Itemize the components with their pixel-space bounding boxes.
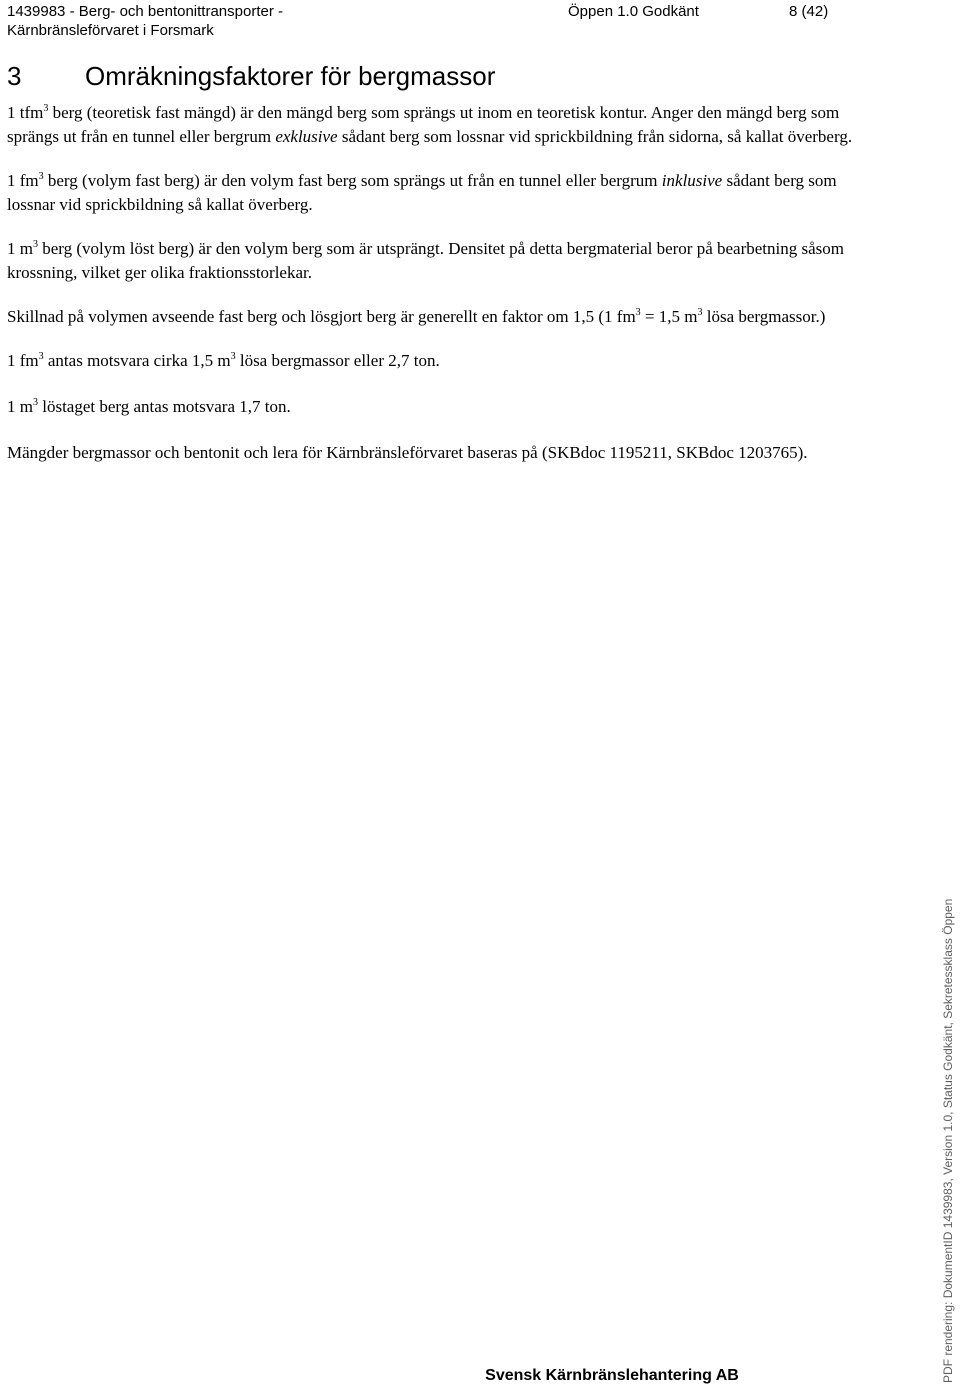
header-page-number: 8 (42) (789, 3, 829, 20)
footer-company-name: Svensk Kärnbränslehantering AB (485, 1367, 739, 1384)
header-version-status: Öppen 1.0 Godkänt (568, 3, 699, 20)
paragraph-m3: 1 $m^3$ berg (volym löst berg) är den volym berg som är utsprängt. Densitet på detta bergmaterial beror på bearbetning såsom krossning, vilket ger olika fraktionsstorlekar. (7, 239, 845, 282)
section-title: Omräkningsfaktorer för bergmassor (85, 61, 496, 91)
paragraph-references: Mängder bergmassor och bentonit och lera för Kärnbränsleförvaret baseras på (SKBdoc 1195211, SKBdoc 1203765). (7, 443, 808, 462)
pdf-rendering-note: PDF rendering: DokumentID 1439983, Version 1.0, Status Godkänt, Sekretessklass Öppen (941, 898, 955, 1383)
header-doc-title-line1: 1439983 - Berg- och bentonittransporter - (7, 3, 283, 20)
section-heading (7, 60, 495, 92)
header-doc-title-line2: Kärnbränsleförvaret i Forsmark (7, 22, 214, 39)
paragraph-m3-conversion: 1 $m^3$ löstaget berg antas motsvara 1,7 ton. (7, 397, 291, 416)
section-number: 3 (7, 61, 22, 91)
paragraph-fm-conversion: 1 $fm^3$ antas motsvara cirka 1,5 $m^3$ lösa bergmassor eller 2,7 ton. (7, 351, 440, 370)
paragraph-volume-difference: Skillnad på volymen avseende fast berg och lösgjort berg är generellt en faktor om 1,5 (1 $fm^3 = 1,5$ $m^3$ lösa bergmassor.) (7, 307, 826, 326)
paragraph-tfm: 1 tfm$^3$ berg (teoretisk fast mängd) är den mängd berg som sprängs ut inom en teoretisk kontur. Anger den mängd berg som sprängs ut från en tunnel eller bergrum exklusive sådant berg som lossnar vid sprickbildning från sidorna, så kallat överberg. (7, 103, 853, 146)
document-header (7, 2, 857, 40)
paragraph-fm: 1 $fm^3$ berg (volym fast berg) är den volym fast berg som sprängs ut från en tunnel eller bergrum inklusive sådant berg som lossnar vid sprickbildning så kallat överberg. (7, 171, 837, 214)
document-body (7, 101, 857, 485)
document-footer (0, 1366, 960, 1386)
